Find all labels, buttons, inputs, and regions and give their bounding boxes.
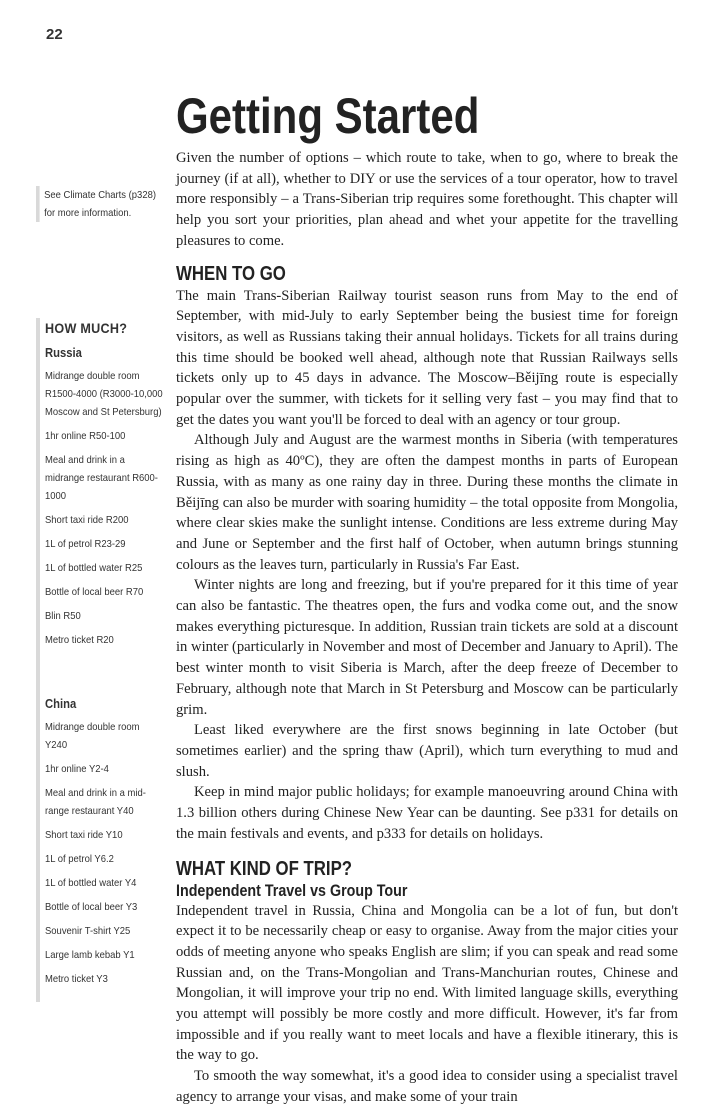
kind-of-trip-heading: WHAT KIND OF TRIP? (176, 857, 353, 880)
body-paragraph: To smooth the way somewhat, it's a good idea to consider using a specialist travel agency to arrange your visas, and make some of your train (176, 1068, 678, 1105)
price-item: Midrange double room Y240 (45, 721, 140, 751)
price-item: Meal and drink in a midrange restaurant R600-1000 (45, 454, 158, 502)
price-item: Large lamb kebab Y1 (45, 949, 135, 961)
chapter-title: Getting Started (176, 88, 480, 144)
price-item: 1L of bottled water Y4 (45, 877, 137, 889)
price-item: Souvenir T-shirt Y25 (45, 925, 131, 937)
body-paragraph: Keep in mind major public holidays; for example manoeuvring around China with 1.3 billion others during Chinese New Year can be daunting. See p331 for details on the main festivals and events, and p333 for details on holidays. (176, 784, 678, 842)
price-item: 1L of bottled water R25 (45, 562, 143, 574)
price-item: Metro ticket Y3 (45, 973, 108, 985)
price-item: 1L of petrol Y6.2 (45, 853, 114, 865)
price-item: Meal and drink in a mid-range restaurant Y40 (45, 787, 146, 817)
region-china: China (45, 697, 77, 711)
how-much-title: HOW MUCH? (45, 320, 128, 336)
price-item: Short taxi ride Y10 (45, 829, 123, 841)
independent-vs-group-subheading: Independent Travel vs Group Tour (176, 880, 408, 900)
region-russia: Russia (45, 346, 82, 360)
when-to-go-heading: WHEN TO GO (176, 262, 286, 285)
price-item: 1hr online R50-100 (45, 430, 126, 442)
body-paragraph: Winter nights are long and freezing, but if you're prepared for it this time of year can also be fantastic. The theatres open, the furs and vodka come out, and the snow makes everything picturesque. In addition, Russian train tickets are sold at a discount in winter (particularly in November and most of December and January to April). The best winter month to visit Siberia is March, after the deep freeze of December to February, although note that March in St Petersburg and Moscow can be particularly grim. (176, 577, 678, 718)
price-item: Short taxi ride R200 (45, 514, 129, 526)
price-item: Blin R50 (45, 610, 81, 622)
main-column (176, 88, 678, 1108)
price-item: Bottle of local beer R70 (45, 586, 144, 598)
price-item: 1L of petrol R23-29 (45, 538, 126, 550)
price-item: Midrange double room R1500-4000 (R3000-10,000 Moscow and St Petersburg) (45, 370, 163, 418)
body-paragraph: Although July and August are the warmest months in Siberia (with temperatures rising as high as 40ºC), they are often the dampest months in parts of European Russia, with as many as one rainy day in three. During these months the climate in Běijīng can also be murder with soaring humidity – the total opposite from Mongolia, where clear skies make the sunlight intense. Conditions are less extreme during May and June or September and the first half of October, when autumn brings stunning colours as the leaves turn, particularly in Russia's Far East. (176, 432, 678, 573)
body-paragraph: Independent travel in Russia, China and Mongolia can be a lot of fun, but don't expect it to be necessarily cheap or easy to organise. Away from the major cities your odds of meeting anyone who speaks English are slim; if you can speak and read some Russian and, on the Trans-Mongolian and Trans-Manchurian routes, Chinese and Mongolian, it will improve your trip no end. With limited language skills, everything you attempt will possibly be more costly and more difficult. However, it's far from impossible and if you really want to meet locals and have a flexible itinerary, this is the way to go. (176, 902, 678, 1064)
how-much-box (36, 318, 163, 1002)
sidebar-note: See Climate Charts (p328) for more information. (36, 186, 163, 222)
body-paragraph: The main Trans-Siberian Railway tourist season runs from May to the end of September, with mid-July to early September being the busiest time for foreign visitors, as well as Russians taking their annual holidays. Tickets for all trains during this time should be booked well ahead, although note that Russian Railways sells tickets only up to 45 days in advance. The Moscow–Běijīng route is especially popular over the summer, with tickets for it selling very fast – you may find that to get the dates you want you'll be forced to deal with an agency or tour group. (176, 287, 678, 428)
price-item: Bottle of local beer Y3 (45, 901, 138, 913)
price-item: 1hr online Y2-4 (45, 763, 109, 775)
body-paragraph: Least liked everywhere are the first snows beginning in late October (but sometimes earlier) and the spring thaw (April), which turn everything to mud and slush. (176, 722, 678, 780)
intro-paragraph: Given the number of options – which route to take, when to go, where to break the journey (if at all), whether to DIY or use the services of a tour operator, how to travel more responsibly – a Trans-Siberian trip requires some forethought. This chapter will help you sort your priorities, plan ahead and whet your appetite for the travelling pleasures to come. (176, 150, 678, 249)
price-item: Metro ticket R20 (45, 634, 114, 646)
page-number: 22 (46, 26, 63, 43)
